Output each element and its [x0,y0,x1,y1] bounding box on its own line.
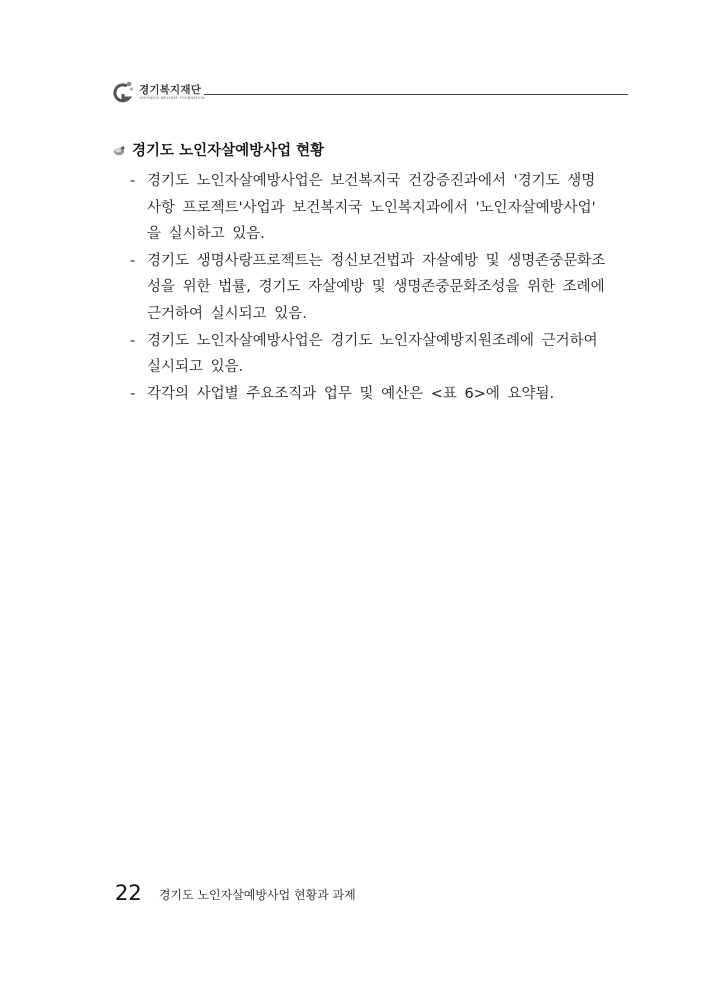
section-heading [113,139,324,160]
bullet-dash: - [130,173,136,189]
bullet-item [130,248,634,328]
bullet-line: 경기도 생명사랑프로젝트는 정신보건법과 자살예방 및 생명존중문화조 [147,252,606,269]
page-header [112,78,628,108]
org-name-english: GYEONGGI WELFARE FOUNDATION [139,96,205,100]
bullet-line: 성을 위한 법률, 경기도 자살예방 및 생명존중문화조성을 위한 조례에 [147,279,605,296]
bullet-item [130,381,634,408]
bullet-item [130,168,634,248]
bullet-line: 각각의 사업별 주요조직과 업무 및 예산은 <표 6>에 요약됨. [147,385,555,402]
foundation-logo-icon [112,80,134,106]
heading-bullet-icon [113,145,126,156]
bullet-line: 실시되고 있음. [147,359,244,376]
running-title: 경기도 노인자살예방사업 현황과 과제 [158,888,356,902]
org-name: 경기복지재단 [139,84,202,96]
bullet-dash: - [130,332,136,349]
bullet-line: 근거하여 실시되고 있음. [147,305,307,322]
bullet-dash: - [130,385,136,402]
bullet-item [130,328,634,381]
bullet-list [130,168,634,407]
bullet-line: 사항 프로젝트'사업과 보건복지국 노인복지과에서 '노인자살예방사업' [147,199,596,216]
bullet-dash: - [130,252,136,269]
bullet-line: 을 실시하고 있음. [147,226,265,243]
page-footer [115,881,356,905]
header-rule [204,94,628,95]
bullet-line: 경기도 노인자살예방사업은 보건복지국 건강증진과에서 '경기도 생명 [147,173,596,189]
bullet-line: 경기도 노인자살예방사업은 경기도 노인자살예방지원조례에 근거하여 [147,332,598,349]
section-heading-text: 경기도 노인자살예방사업 현황 [132,143,325,159]
page-number: 22 [115,881,142,905]
